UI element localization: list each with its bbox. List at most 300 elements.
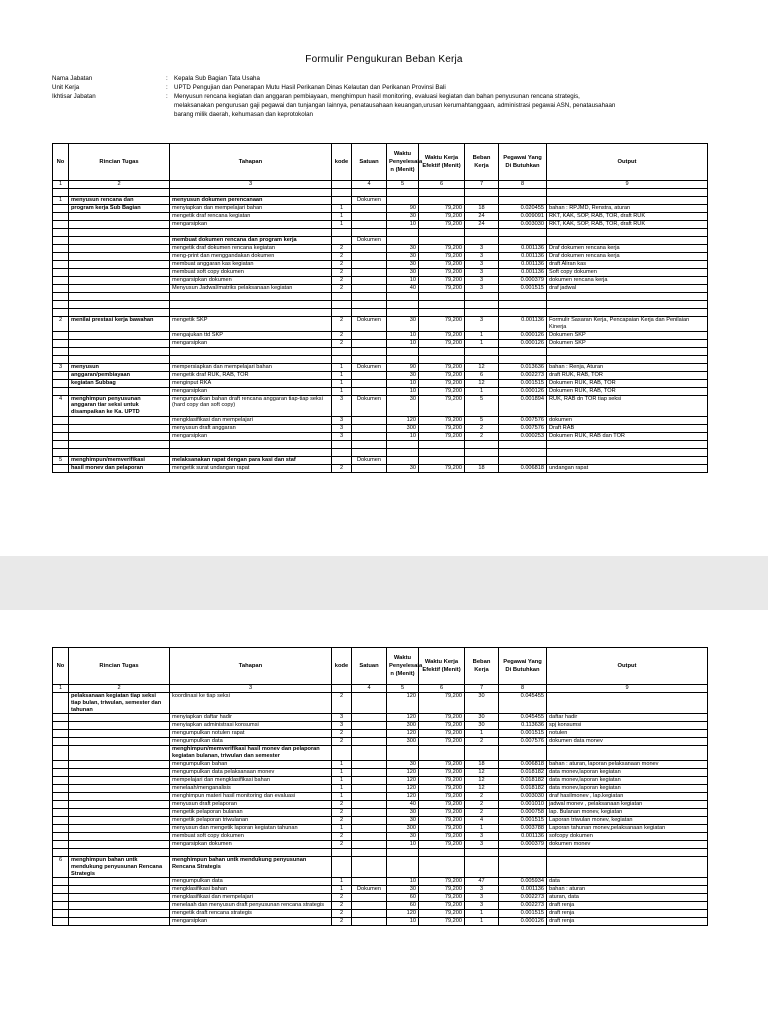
cell-code [332, 189, 352, 197]
cell-effective: 79,200 [419, 784, 465, 792]
cell-effective: 79,200 [419, 416, 465, 424]
cell-load [465, 440, 499, 448]
header-effective: Waktu Kerja Efektif (Menit) [419, 648, 465, 685]
cell-no [53, 730, 69, 738]
cell-staff: 0.001136 [499, 245, 547, 253]
cell-effective: 79,200 [419, 768, 465, 776]
cell-step: mengklasifikasi dan mempelajari [170, 416, 332, 424]
cell-effective: 79,200 [419, 277, 465, 285]
cell-unit [352, 347, 387, 355]
cell-load: 2 [465, 424, 499, 432]
cell-time: 30 [387, 832, 419, 840]
header-task: Rincian Tugas [69, 648, 170, 685]
cell-time: 120 [387, 784, 419, 792]
cell-time: 10 [387, 331, 419, 339]
cell-load: 12 [465, 768, 499, 776]
table-row [53, 840, 708, 848]
cell-time: 300 [387, 424, 419, 432]
cell-no [53, 205, 69, 213]
cell-effective [419, 456, 465, 464]
cell-load: 2 [465, 432, 499, 440]
cell-unit [352, 387, 387, 395]
cell-time [387, 848, 419, 856]
table-row [53, 760, 708, 768]
cell-unit [352, 918, 387, 926]
cell-load [465, 189, 499, 197]
job-info-row [52, 83, 752, 92]
cell-no [53, 432, 69, 440]
cell-unit [352, 464, 387, 472]
cell-no: 3 [53, 363, 69, 371]
cell-unit: Dokumen [352, 237, 387, 245]
cell-task [69, 331, 170, 339]
cell-unit [352, 824, 387, 832]
cell-code: 2 [332, 331, 352, 339]
cell-load: 30 [465, 714, 499, 722]
cell-step: mengumpulkan bahan [170, 760, 332, 768]
cell-task [69, 784, 170, 792]
cell-load: 18 [465, 464, 499, 472]
cell-staff: 0.001515 [499, 285, 547, 293]
table-row [53, 824, 708, 832]
cell-output: jadwal monev , pelaksanaan kegiatan [547, 800, 708, 808]
cell-code [332, 293, 352, 301]
table-row [53, 432, 708, 440]
cell-time: 120 [387, 910, 419, 918]
cell-load: 3 [465, 245, 499, 253]
cell-staff [499, 347, 547, 355]
cell-effective: 79,200 [419, 722, 465, 730]
cell-unit [352, 229, 387, 237]
cell-time: 30 [387, 886, 419, 894]
cell-step: mengetik pelaporan triwulanan [170, 816, 332, 824]
cell-unit [352, 213, 387, 221]
cell-unit: Dokumen [352, 886, 387, 894]
cell-load: 47 [465, 878, 499, 886]
cell-effective [419, 440, 465, 448]
cell-load: 1 [465, 331, 499, 339]
cell-load: 3 [465, 886, 499, 894]
cell-staff [499, 448, 547, 456]
cell-step: menghimpun bahan untk mendukung penyusunan Rencana Strategis [170, 856, 332, 877]
cell-load: 3 [465, 317, 499, 332]
cell-staff: 0.000379 [499, 840, 547, 848]
cell-effective: 79,200 [419, 902, 465, 910]
cell-code: 1 [332, 379, 352, 387]
cell-effective: 79,200 [419, 424, 465, 432]
table-row [53, 832, 708, 840]
table-row [53, 776, 708, 784]
cell-load [465, 856, 499, 877]
cell-output: Laporan triwulan monev, kegiatan [547, 816, 708, 824]
cell-code: 2 [332, 277, 352, 285]
cell-staff: 0.009091 [499, 213, 547, 221]
cell-no [53, 722, 69, 730]
cell-load: 1 [465, 730, 499, 738]
cell-output: Draf dokumen rencana kerja [547, 245, 708, 253]
cell-effective [419, 848, 465, 856]
cell-time [387, 856, 419, 877]
cell-step [170, 293, 332, 301]
header-unit: Satuan [352, 648, 387, 685]
cell-staff: 0.001010 [499, 800, 547, 808]
cell-staff: 0.001136 [499, 317, 547, 332]
cell-load: 18 [465, 760, 499, 768]
cell-unit [352, 768, 387, 776]
cell-no: 1 [53, 197, 69, 205]
cell-no [53, 229, 69, 237]
column-number: 9 [547, 181, 708, 189]
cell-unit [352, 840, 387, 848]
job-info-row [52, 110, 752, 119]
cell-code [332, 229, 352, 237]
cell-effective: 79,200 [419, 776, 465, 784]
cell-unit [352, 738, 387, 746]
cell-step: mengumpulkan data [170, 878, 332, 886]
cell-task [69, 277, 170, 285]
cell-unit [352, 269, 387, 277]
cell-step: membuat anggaran kas kegiatan [170, 261, 332, 269]
cell-unit [352, 424, 387, 432]
job-info [52, 74, 752, 119]
table-row [53, 456, 708, 464]
cell-load: 24 [465, 213, 499, 221]
cell-task [69, 776, 170, 784]
cell-staff: 0.000379 [499, 277, 547, 285]
cell-no [53, 237, 69, 245]
cell-staff: 0.018182 [499, 776, 547, 784]
cell-step: mengetik draf rencana kegiatan [170, 213, 332, 221]
cell-time: 30 [387, 317, 419, 332]
cell-unit [352, 355, 387, 363]
cell-unit [352, 902, 387, 910]
cell-unit [352, 800, 387, 808]
cell-time: 30 [387, 269, 419, 277]
cell-task [69, 229, 170, 237]
cell-output [547, 355, 708, 363]
cell-step [170, 440, 332, 448]
cell-task [69, 886, 170, 894]
cell-step: mengetik SKP [170, 317, 332, 332]
header-row [53, 144, 708, 181]
table-row [53, 213, 708, 221]
cell-time [387, 309, 419, 317]
table-row [53, 856, 708, 877]
job-info-key [52, 101, 166, 110]
table-row [53, 277, 708, 285]
cell-task [69, 189, 170, 197]
cell-code [332, 197, 352, 205]
table-row [53, 792, 708, 800]
cell-load: 5 [465, 395, 499, 416]
cell-code: 1 [332, 363, 352, 371]
cell-step: menginput RKA [170, 379, 332, 387]
cell-time: 40 [387, 800, 419, 808]
cell-step [170, 189, 332, 197]
job-info-key: Nama Jabatan [52, 75, 93, 82]
cell-load: 12 [465, 776, 499, 784]
column-number: 5 [387, 685, 419, 693]
header-time: Waktu Penyelesaia n (Menit) [387, 144, 419, 181]
cell-load [465, 746, 499, 761]
cell-code: 1 [332, 768, 352, 776]
table-row [53, 722, 708, 730]
cell-load [465, 456, 499, 464]
cell-time: 30 [387, 760, 419, 768]
job-info-sep: : [166, 93, 168, 100]
cell-effective: 79,200 [419, 317, 465, 332]
cell-no: 2 [53, 317, 69, 332]
cell-effective: 79,200 [419, 760, 465, 768]
cell-step: mengarsipkan dokumen [170, 840, 332, 848]
table-row [53, 693, 708, 714]
cell-unit: Dokumen [352, 363, 387, 371]
cell-task [69, 432, 170, 440]
job-info-key [52, 110, 166, 119]
cell-unit: Dokumen [352, 197, 387, 205]
table-row [53, 301, 708, 309]
cell-step: Menyusun Jadwal/matriks pelaksanaan kegiatan [170, 285, 332, 293]
cell-task [69, 730, 170, 738]
cell-time: 60 [387, 894, 419, 902]
header-no: No [53, 144, 69, 181]
cell-effective [419, 293, 465, 301]
cell-output [547, 197, 708, 205]
cell-step: menyusun draft anggaran [170, 424, 332, 432]
header-staff: Pegawai Yang Di Butuhkan [499, 648, 547, 685]
cell-effective: 79,200 [419, 894, 465, 902]
table-row [53, 800, 708, 808]
cell-staff: 0.007576 [499, 738, 547, 746]
cell-task: pelaksanaan kegiatan tiap seksi tiap bulan, triwulan, semester dan tahunan [69, 693, 170, 714]
cell-code: 2 [332, 339, 352, 347]
table-row [53, 309, 708, 317]
table-row [53, 221, 708, 229]
cell-code: 2 [332, 245, 352, 253]
cell-unit [352, 693, 387, 714]
cell-load [465, 301, 499, 309]
cell-staff [499, 309, 547, 317]
cell-staff: 0.000126 [499, 387, 547, 395]
cell-effective: 79,200 [419, 918, 465, 926]
job-info-key: Unit Kerja [52, 84, 80, 91]
cell-code: 3 [332, 424, 352, 432]
cell-step: menyusun draft pelaporan [170, 800, 332, 808]
cell-time [387, 347, 419, 355]
cell-time: 300 [387, 824, 419, 832]
cell-unit [352, 832, 387, 840]
cell-task [69, 440, 170, 448]
cell-code: 1 [332, 792, 352, 800]
cell-time: 300 [387, 738, 419, 746]
cell-staff: 0.002273 [499, 894, 547, 902]
cell-task [69, 816, 170, 824]
job-info-key: Ikhtisar Jabatan [52, 93, 96, 100]
job-info-sep: : [166, 84, 168, 91]
cell-no [53, 371, 69, 379]
table-row [53, 379, 708, 387]
cell-task [69, 746, 170, 761]
cell-task [69, 448, 170, 456]
cell-no [53, 816, 69, 824]
cell-unit [352, 277, 387, 285]
table-row [53, 261, 708, 269]
cell-staff: 0.001136 [499, 261, 547, 269]
cell-staff [499, 456, 547, 464]
cell-time [387, 293, 419, 301]
cell-no [53, 416, 69, 424]
cell-staff: 0.000253 [499, 432, 547, 440]
cell-output: dokumen [547, 416, 708, 424]
cell-staff: 0.001136 [499, 886, 547, 894]
cell-time: 30 [387, 395, 419, 416]
cell-no [53, 331, 69, 339]
cell-task [69, 387, 170, 395]
cell-load: 1 [465, 824, 499, 832]
cell-time: 30 [387, 371, 419, 379]
cell-code: 2 [332, 730, 352, 738]
cell-unit [352, 285, 387, 293]
cell-step: menyiapkan daftar hadir [170, 714, 332, 722]
cell-code [332, 355, 352, 363]
cell-staff [499, 355, 547, 363]
cell-staff: 0.003030 [499, 221, 547, 229]
cell-effective: 79,200 [419, 910, 465, 918]
cell-no [53, 293, 69, 301]
cell-staff [499, 293, 547, 301]
cell-effective [419, 197, 465, 205]
table-row [53, 902, 708, 910]
cell-step: menyiapkan administrasi konsumsi [170, 722, 332, 730]
cell-step: mengklasifikasi bahan [170, 886, 332, 894]
job-info-row [52, 101, 752, 110]
cell-load [465, 309, 499, 317]
cell-task [69, 416, 170, 424]
cell-code: 2 [332, 738, 352, 746]
cell-code: 2 [332, 918, 352, 926]
document-page-2 [0, 610, 768, 1024]
header-time: Waktu Penyelesaia n (Menit) [387, 648, 419, 685]
table-row [53, 416, 708, 424]
cell-staff [499, 848, 547, 856]
cell-effective: 79,200 [419, 432, 465, 440]
cell-output: draf hasilmonev , lap.kegiatan [547, 792, 708, 800]
cell-effective: 79,200 [419, 245, 465, 253]
cell-load [465, 229, 499, 237]
cell-output: draft renja [547, 918, 708, 926]
cell-time: 30 [387, 253, 419, 261]
cell-step: mengumpulkan data [170, 738, 332, 746]
cell-no [53, 886, 69, 894]
cell-load: 1 [465, 339, 499, 347]
cell-no [53, 760, 69, 768]
cell-output: draf jadwal [547, 285, 708, 293]
cell-unit [352, 309, 387, 317]
cell-no [53, 738, 69, 746]
cell-no [53, 213, 69, 221]
column-number [332, 181, 352, 189]
cell-code: 2 [332, 261, 352, 269]
header-load: Beban Kerja [465, 648, 499, 685]
cell-step: mengetik surat undangan rapat [170, 464, 332, 472]
cell-output: dokumen rencana kerja [547, 277, 708, 285]
cell-staff: 0.003788 [499, 824, 547, 832]
cell-output: draft renja [547, 902, 708, 910]
cell-load: 2 [465, 738, 499, 746]
cell-load: 2 [465, 808, 499, 816]
cell-output: bahan : RPJMD, Renstra, aturan [547, 205, 708, 213]
cell-staff: 0.002273 [499, 902, 547, 910]
cell-step [170, 309, 332, 317]
header-step: Tahapan [170, 648, 332, 685]
cell-unit [352, 261, 387, 269]
cell-effective: 79,200 [419, 808, 465, 816]
cell-no [53, 277, 69, 285]
cell-staff: 0.005934 [499, 878, 547, 886]
cell-staff: 0.006818 [499, 760, 547, 768]
cell-unit: Dokumen [352, 317, 387, 332]
cell-output: dokumen data monev [547, 738, 708, 746]
table-row [53, 746, 708, 761]
cell-output: Draf dokumen rencana kerja [547, 253, 708, 261]
cell-time: 30 [387, 245, 419, 253]
cell-load: 3 [465, 269, 499, 277]
cell-time [387, 197, 419, 205]
cell-staff: 0.020455 [499, 205, 547, 213]
cell-task [69, 910, 170, 918]
cell-effective: 79,200 [419, 253, 465, 261]
column-number: 2 [69, 181, 170, 189]
cell-unit [352, 784, 387, 792]
cell-code: 2 [332, 693, 352, 714]
cell-output: RUK, RAB dn TOR tiap seksi [547, 395, 708, 416]
cell-step: koordinasi ke tiap seksi [170, 693, 332, 714]
cell-code: 2 [332, 317, 352, 332]
cell-unit [352, 221, 387, 229]
cell-step: mempelajari dan mengklasifikasi bahan [170, 776, 332, 784]
cell-step: mengumpulkan data pelaksanaan monev [170, 768, 332, 776]
cell-effective: 79,200 [419, 792, 465, 800]
cell-no [53, 894, 69, 902]
cell-load [465, 347, 499, 355]
cell-code: 1 [332, 824, 352, 832]
header-row [53, 648, 708, 685]
cell-effective: 79,200 [419, 379, 465, 387]
table-row [53, 293, 708, 301]
cell-no [53, 189, 69, 197]
cell-load: 2 [465, 800, 499, 808]
cell-output [547, 848, 708, 856]
cell-unit [352, 379, 387, 387]
cell-output [547, 456, 708, 464]
cell-effective [419, 746, 465, 761]
cell-unit [352, 792, 387, 800]
cell-step [170, 301, 332, 309]
cell-staff [499, 197, 547, 205]
cell-task: program kerja Sub Bagian [69, 205, 170, 213]
header-step: Tahapan [170, 144, 332, 181]
cell-no [53, 878, 69, 886]
cell-staff: 0.001894 [499, 395, 547, 416]
cell-output: Dokumen SKP [547, 331, 708, 339]
job-info-value: Menyusun rencana kegiatan dan anggaran pembiayaan, menghimpun hasil monitoring, evaluasi kegiatan dan bahan penyusunan rencana strategis, [174, 93, 580, 100]
cell-effective [419, 229, 465, 237]
cell-time [387, 355, 419, 363]
cell-unit [352, 730, 387, 738]
cell-no [53, 301, 69, 309]
cell-load: 3 [465, 894, 499, 902]
cell-effective [419, 237, 465, 245]
